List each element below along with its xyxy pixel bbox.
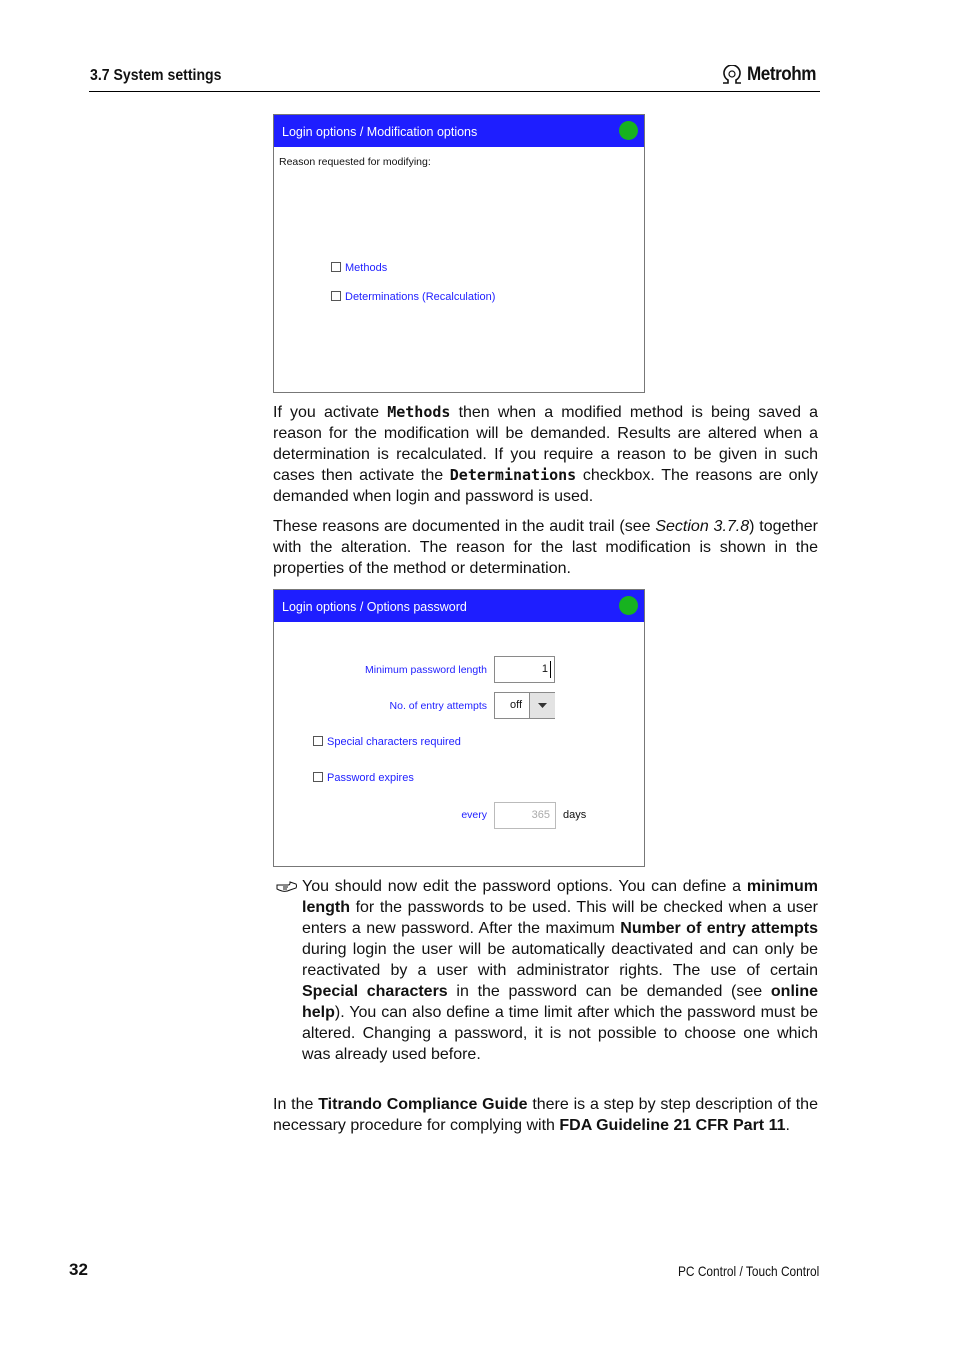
min-length-value: 1 <box>541 663 548 675</box>
text: there is a step by step description of the necessary procedure for complying with <box>273 1096 818 1134</box>
text: checkbox. The reasons are only demanded when login and password is used. <box>273 467 818 505</box>
term: Special characters <box>302 983 448 1000</box>
paragraph-compliance-guide <box>273 1094 818 1136</box>
reason-prompt: Reason requested for modifying: <box>279 156 431 168</box>
metrohm-omega-icon <box>720 65 744 85</box>
text: If you activate <box>273 404 388 421</box>
dialog-title-bar <box>274 590 644 622</box>
section-reference: Section 3.7.8 <box>655 518 750 535</box>
header-rule <box>89 91 820 92</box>
password-expires-checkbox[interactable] <box>313 772 414 784</box>
text: then when a modified method is being saved a reason for the modification will be demanded. Results are altered when a determination is recalculated. If you require a reason to be given in such cases then activate the <box>273 404 819 484</box>
text: . <box>785 1117 790 1134</box>
paragraph-methods <box>273 402 818 507</box>
expiry-days-input[interactable] <box>494 802 556 829</box>
min-length-label: Minimum password length <box>365 664 487 676</box>
page-number: 32 <box>69 1260 88 1279</box>
days-label: days <box>563 809 587 821</box>
every-label: every <box>461 809 487 821</box>
special-chars-checkbox[interactable] <box>313 736 461 748</box>
dialog-title-bar <box>274 115 644 147</box>
dialog-title: Login options / Options password <box>282 600 467 614</box>
attempts-label: No. of entry attempts <box>389 700 487 712</box>
determinations-checkbox[interactable] <box>331 291 495 303</box>
text: These reasons are documented in the audit trail (see <box>273 518 656 535</box>
password-options-dialog <box>273 589 645 867</box>
text-cursor <box>550 661 551 678</box>
methods-term: Methods <box>387 403 451 421</box>
paragraph-password-options <box>302 876 818 1065</box>
checkbox-icon[interactable] <box>331 262 341 272</box>
special-chars-label: Special characters required <box>327 736 461 748</box>
checkbox-icon[interactable] <box>331 291 341 301</box>
brand-name: Metrohm <box>747 64 817 85</box>
section-heading: 3.7 System settings <box>90 67 222 84</box>
expiry-days-value: 365 <box>531 809 550 821</box>
text: ). You can also define a time limit after which the password must be altered. Changing a password, it is not possible to choose one which was already used before. <box>302 1004 818 1063</box>
term: FDA Guideline 21 CFR Part 11 <box>559 1117 786 1134</box>
text: ) together with the alteration. The reason for the last modification is shown in the properties of the method or determination. <box>273 518 819 577</box>
status-led-icon <box>619 121 638 140</box>
pointing-hand-icon <box>276 878 298 899</box>
term: Number of entry attempts <box>620 920 818 937</box>
text: You should now edit the password options. You can define a <box>302 878 747 895</box>
methods-checkbox-label: Methods <box>345 262 388 274</box>
status-led-icon <box>619 596 638 615</box>
attempts-value: off <box>510 699 523 711</box>
chevron-down-icon <box>530 693 555 718</box>
checkbox-icon[interactable] <box>313 772 323 782</box>
paragraph-audit-trail <box>273 516 818 579</box>
dialog-title: Login options / Modification options <box>282 125 478 139</box>
attempts-select[interactable] <box>494 692 555 719</box>
min-length-input[interactable] <box>494 656 555 683</box>
determinations-checkbox-label: Determinations (Recalculation) <box>345 291 496 303</box>
term: minimum length <box>302 878 818 916</box>
text: In the <box>273 1096 319 1113</box>
text: for the passwords to be used. This will be checked when a user enters a new password. After the maximum <box>302 899 818 937</box>
term: Titrando Compliance Guide <box>318 1096 528 1113</box>
password-expires-label: Password expires <box>327 772 414 784</box>
methods-checkbox[interactable] <box>331 262 387 274</box>
text: in the password can be demanded (see <box>447 983 771 1000</box>
metrohm-logo <box>720 64 824 86</box>
footer-title: PC Control / Touch Control <box>678 1263 820 1279</box>
determinations-term: Determinations <box>449 466 577 484</box>
modification-options-dialog <box>273 114 645 393</box>
checkbox-icon[interactable] <box>313 736 323 746</box>
dropdown-button[interactable] <box>529 693 555 718</box>
term: online help <box>302 983 818 1021</box>
text: during login the user will be automatically deactivated and can only be reactivated by a user with administrator rights. The use of certain <box>302 941 818 979</box>
